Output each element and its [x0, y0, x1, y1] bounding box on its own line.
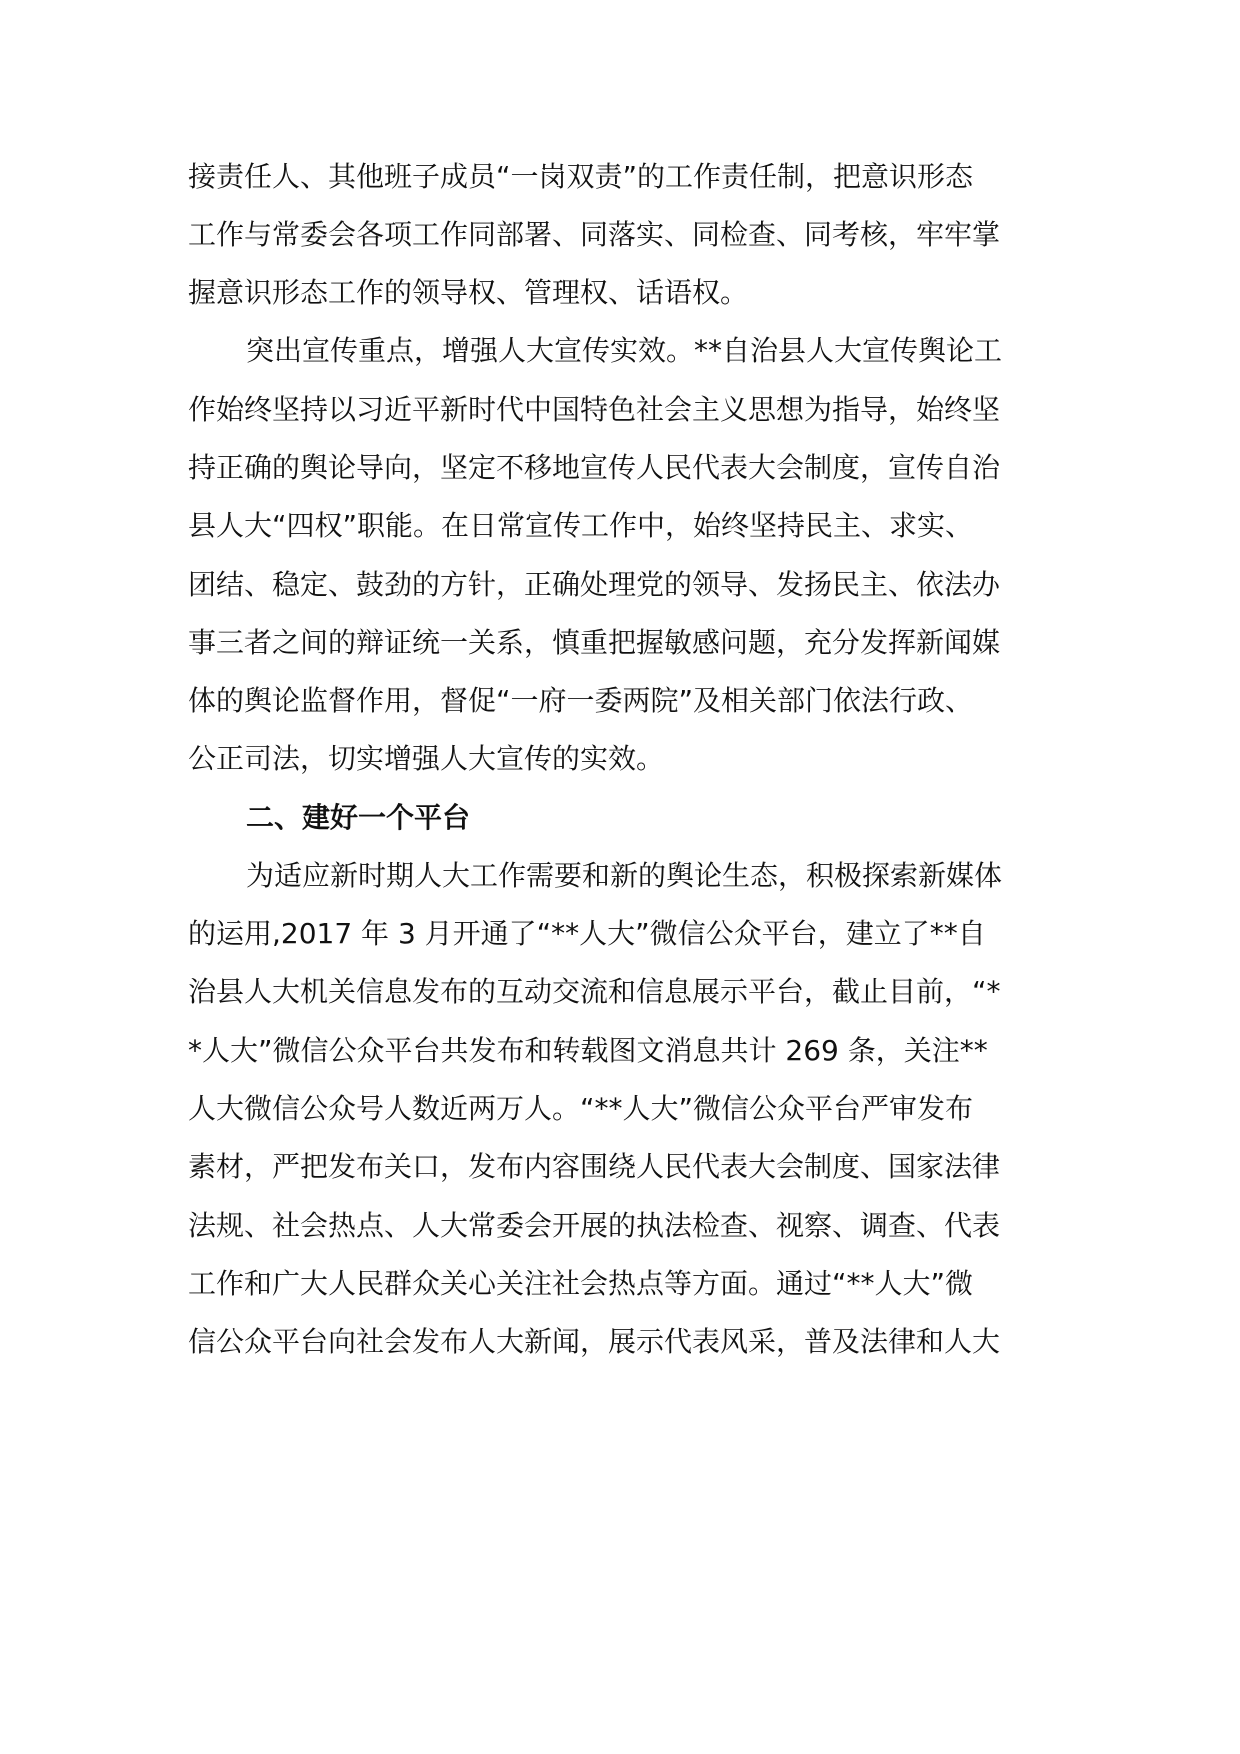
section-heading: 二、建好一个平台 [246, 801, 471, 834]
text-line: 团结、稳定、鼓劲的方针，正确处理党的领导、发扬民主、依法办 [188, 568, 1001, 601]
text-line: 工作和广大人民群众关心关注社会热点等方面。通过“**人大”微 [188, 1267, 974, 1300]
text-line: 体的舆论监督作用，督促“一府一委两院”及相关部门依法行政、 [188, 684, 974, 717]
text-line: 的运用,2017 年 3 月开通了“**人大”微信公众平台，建立了**自 [188, 917, 986, 950]
paragraph-first-line: 突出宣传重点，增强人大宣传实效。**自治县人大宣传舆论工 [246, 334, 1003, 367]
text-line: 信公众平台向社会发布人大新闻，展示代表风采，普及法律和人大 [188, 1325, 1001, 1358]
text-line: 人大微信公众号人数近两万人。“**人大”微信公众平台严审发布 [188, 1092, 974, 1125]
text-line: 作始终坚持以习近平新时代中国特色社会主义思想为指导，始终坚 [188, 393, 1001, 426]
text-line: 接责任人、其他班子成员“一岗双责”的工作责任制，把意识形态 [188, 160, 974, 193]
text-line: *人大”微信公众平台共发布和转载图文消息共计 269 条，关注** [188, 1034, 988, 1067]
text-line: 事三者之间的辩证统一关系，慎重把握敏感问题，充分发挥新闻媒 [188, 626, 1001, 659]
text-line: 公正司法，切实增强人大宣传的实效。 [188, 742, 665, 775]
text-line: 县人大“四权”职能。在日常宣传工作中，始终坚持民主、求实、 [188, 509, 974, 542]
text-line: 持正确的舆论导向，坚定不移地宣传人民代表大会制度，宣传自治 [188, 451, 1001, 484]
text-line: 治县人大机关信息发布的互动交流和信息展示平台，截止目前，“* [188, 975, 1001, 1008]
text-line: 握意识形态工作的领导权、管理权、话语权。 [188, 276, 749, 309]
text-line: 法规、社会热点、人大常委会开展的执法检查、视察、调查、代表 [188, 1209, 1001, 1242]
text-line: 素材，严把发布关口，发布内容围绕人民代表大会制度、国家法律 [188, 1150, 1001, 1183]
text-line: 工作与常委会各项工作同部署、同落实、同检查、同考核，牢牢掌 [188, 218, 1001, 251]
paragraph-first-line: 为适应新时期人大工作需要和新的舆论生态，积极探索新媒体 [246, 859, 1003, 892]
